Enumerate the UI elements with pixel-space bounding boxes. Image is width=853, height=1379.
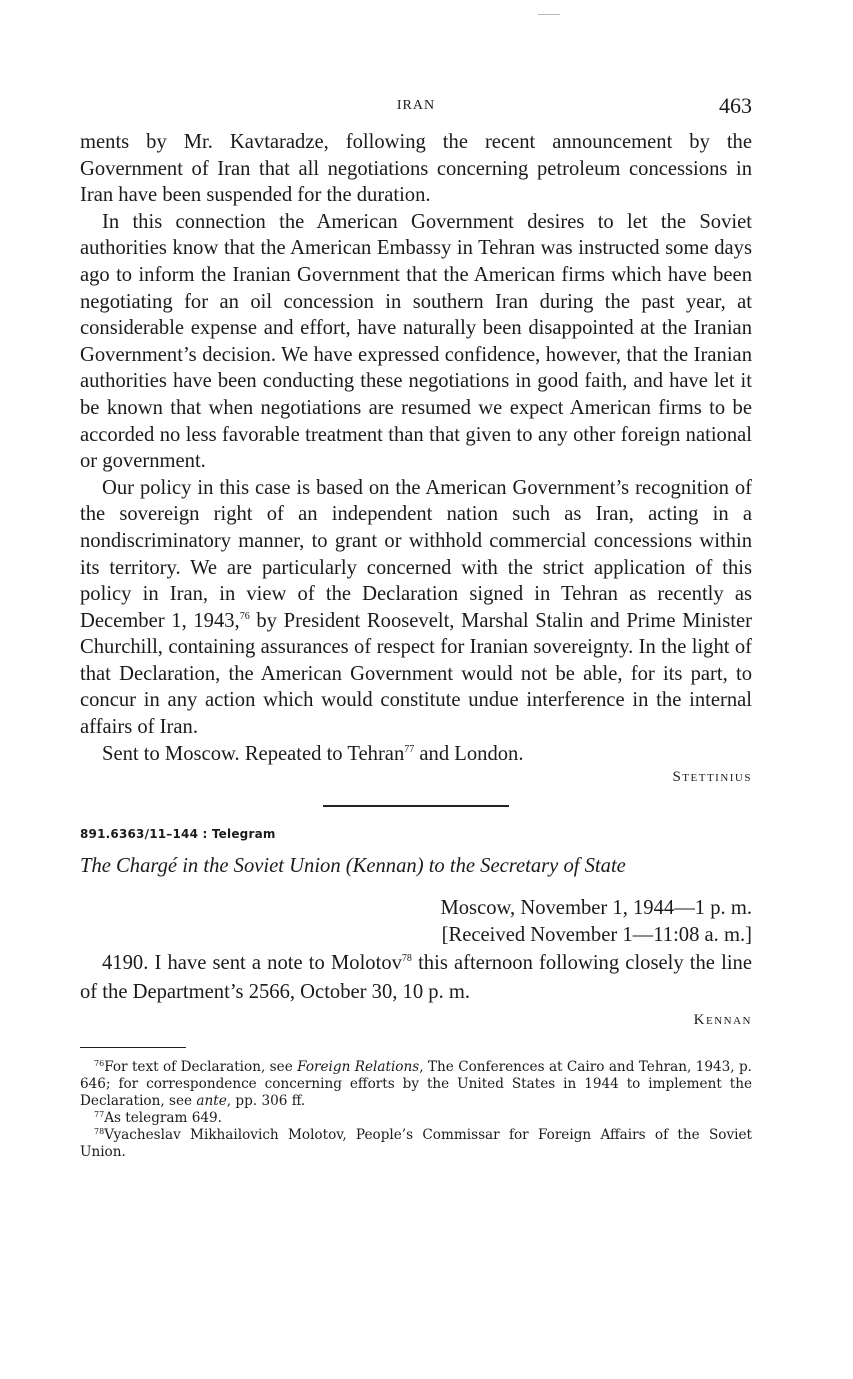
document-title: The Chargé in the Soviet Union (Kennan) to the Secretary of State	[80, 855, 626, 878]
telegram-text-a: 4190. I have sent a note to Molotov	[102, 952, 402, 975]
paragraph-4-text-a: Sent to Moscow. Repeated to Tehran	[102, 742, 405, 765]
paragraph-2: In this connection the American Government desires to let the Soviet authorities know that the American Embassy in Tehran was instructed some days ago to inform the Iranian Government that the American firms which have been negotiating for an oil concession in southern Iran during the past year, at considerable expense and effort, have naturally been disappointed at the Iranian Government’s decision. We have expressed confidence, however, that the Iranian authorities have been conducting these negotiations in good faith, and have let it be known that when negotiations are resumed we expect American firms to be accorded no less favorable treatment than that given to any other foreign national or government.	[80, 210, 752, 473]
signature-stettinius: Stettinius	[672, 769, 752, 786]
footnote-76-ante: ante	[196, 1093, 227, 1110]
running-head: IRAN	[396, 98, 436, 113]
footnote-77	[80, 1110, 752, 1127]
footnote-76-text-a: For text of Declaration, see	[104, 1059, 298, 1076]
page	[80, 93, 752, 1161]
footnote-78	[80, 1127, 752, 1161]
paragraph-3	[80, 475, 752, 741]
footnote-78-number: 78	[94, 1127, 105, 1137]
paragraph-3-text-b: by President Roosevelt, Marshal Stalin and Prime Minister Churchill, containing assurances of respect for Iranian sovereignty. In the light of that Declaration, the American Government would not be able, for its part, to concur in any action which would constitute undue interference in the internal affairs of Iran.	[80, 609, 752, 739]
footnote-76-text-c: , pp. 306 ff.	[226, 1093, 306, 1110]
dateline	[80, 895, 752, 949]
footnote-ref-76[interactable]: 76	[239, 610, 250, 622]
page-header	[80, 93, 752, 123]
paragraph-4-text-b: and London.	[414, 742, 524, 765]
footnote-77-text: As telegram 649.	[104, 1110, 222, 1127]
footnote-76-source-title: Foreign Relations	[297, 1059, 420, 1076]
top-mark	[538, 14, 560, 15]
footnotes	[80, 1059, 752, 1161]
footnote-76-number: 76	[94, 1059, 105, 1069]
dateline-sent: Moscow, November 1, 1944—1 p. m.	[440, 897, 752, 920]
footnote-76-text-b: , The Conferences at Cairo and Tehran, 1943, p. 646; for correspondence concerning efforts by the United States in 1944 to implement the Declaration, see	[80, 1059, 753, 1110]
page-number: 463	[719, 93, 752, 118]
footnote-78-text: Vyacheslav Mikhailovich Molotov, People’s Commissar for Foreign Affairs of the Soviet Union.	[80, 1127, 752, 1161]
signature-kennan: Kennan	[693, 1012, 752, 1029]
telegram-paragraph	[80, 949, 752, 1007]
paragraph-4	[80, 741, 752, 768]
dateline-received: [Received November 1—11:08 a. m.]	[441, 924, 752, 947]
telegram-text-b: this afternoon following closely the line of the Department’s 2566, October 30, 10 p. m.	[80, 952, 752, 1004]
footnote-ref-78[interactable]: 78	[401, 953, 412, 965]
section-divider	[323, 805, 509, 807]
paragraph-1: ments by Mr. Kavtaradze, following the recent announcement by the Government of Iran that all negotiations concerning petroleum concessions in Iran have been suspended for the duration.	[80, 131, 752, 207]
telegram-body	[80, 949, 752, 1007]
footnote-77-number: 77	[94, 1110, 105, 1120]
document-file-ref: 891.6363/11–144 : Telegram	[80, 827, 276, 842]
paragraph-3-text-a: Our policy in this case is based on the American Government’s recognition of the sovereign right of an independent nation such as Iran, acting in a nondiscriminatory manner, to grant or withhold commercial concessions within its territory. We are particularly concerned with the strict application of this policy in Iran, in view of the Declaration signed in Tehran as recently as December 1, 1943,	[80, 476, 752, 632]
footnote-ref-77[interactable]: 77	[404, 743, 415, 755]
footnote-rule	[80, 1047, 186, 1048]
body-text	[80, 129, 752, 767]
footnote-76	[80, 1059, 752, 1110]
